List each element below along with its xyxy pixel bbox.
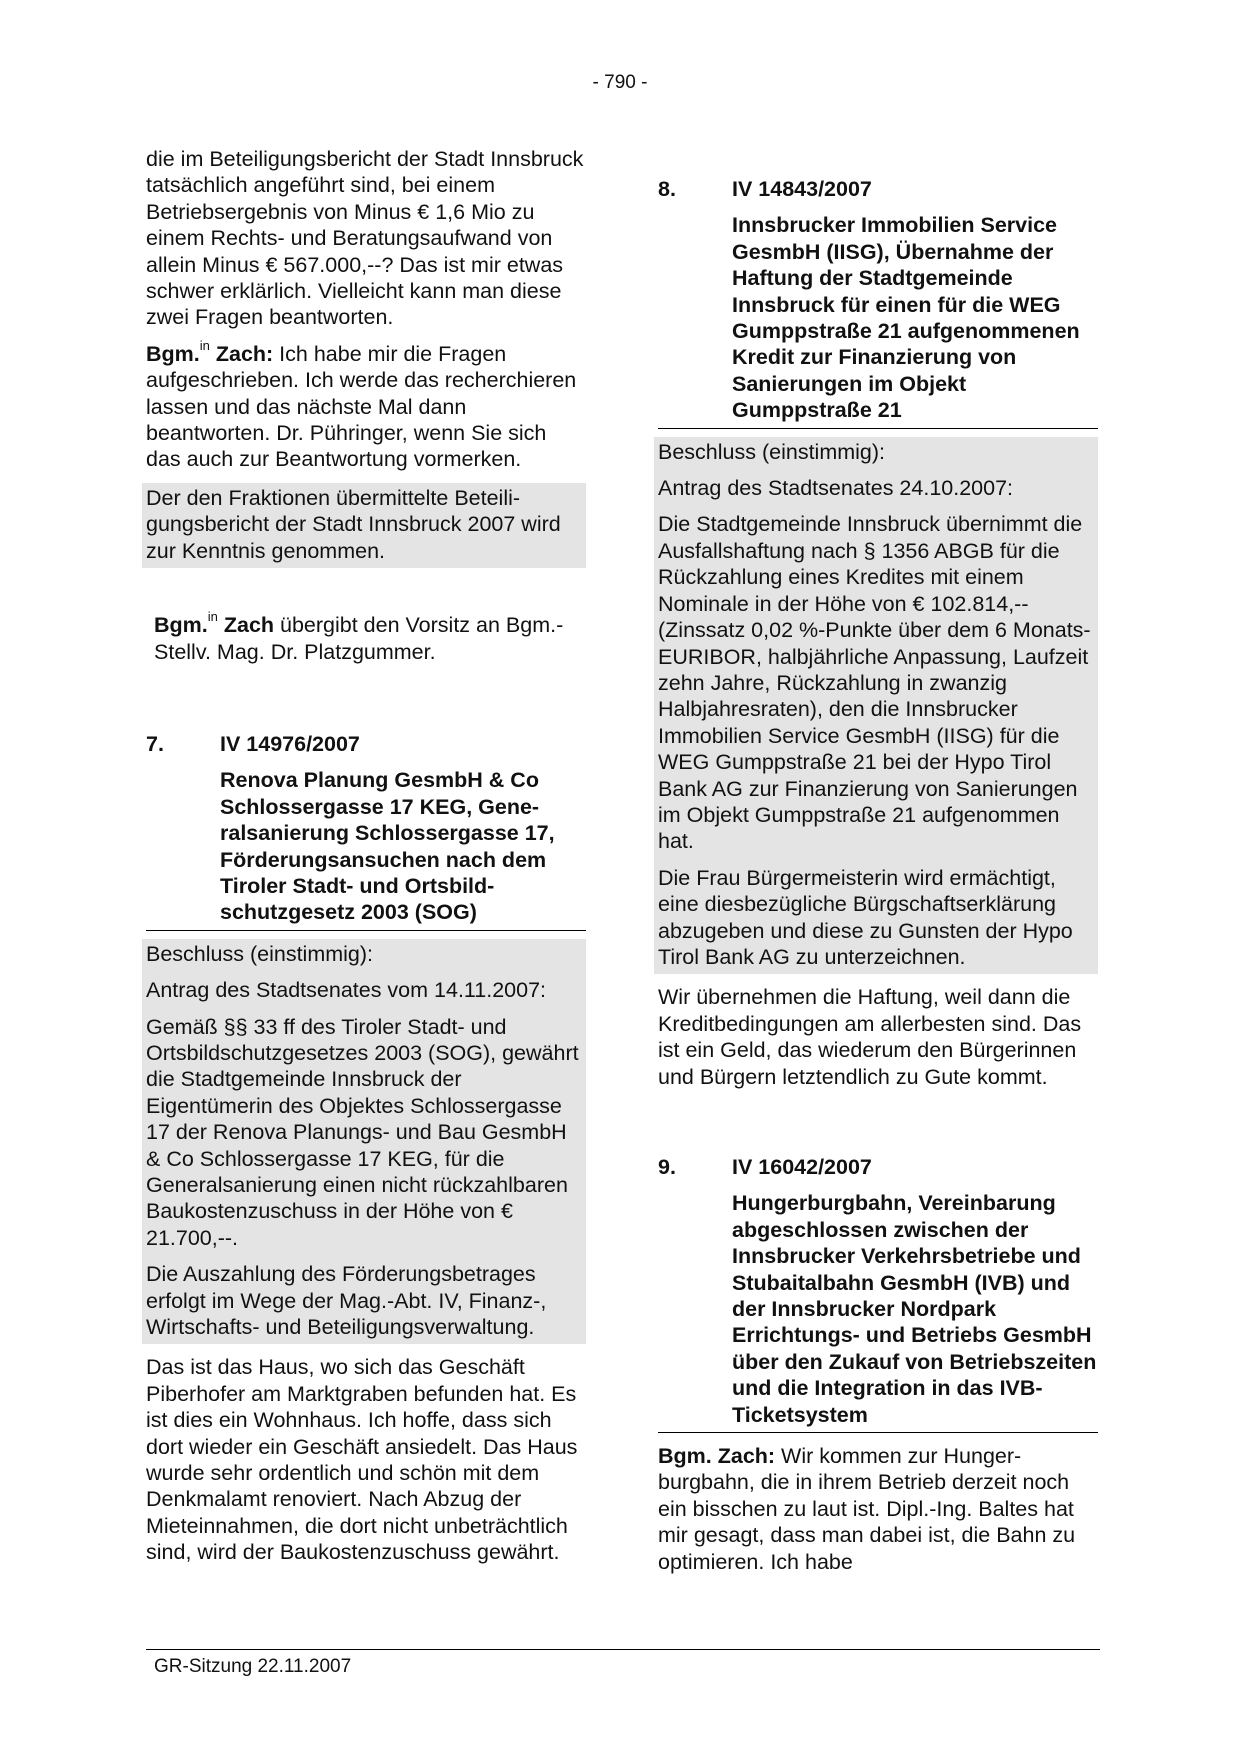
speaker-name: Bgm. Zach:: [658, 1444, 776, 1469]
agenda-item-code: IV 14976/2007: [220, 731, 360, 756]
agenda-item-header: [658, 176, 1098, 202]
resolution-text: Die Stadtgemeinde Innsbruck übernimmt die Ausfallshaftung nach § 1356 ABGB für die Rückzahlung eines Kredites mit einem Nominale in der Höhe von € 102.814,-- (Zinssatz 0,02 %-Punkte über dem 6 Monats-EURIBOR, halbjährliche Anpassung, Laufzeit zehn Jahre, Rückzahlung in zwanzig Halbjahresraten), den die Innsbrucker Immobilien Service GesmbH (IISG) für die WEG Gumppstraße 21 bei der Hypo Tirol Bank AG zur Finanzierung von Sanierungen im Objekt Gumppstraße 21 aufgenommen hat.: [658, 512, 1091, 854]
agenda-item-8: [658, 176, 1098, 1090]
agenda-item-code: IV 14843/2007: [732, 177, 872, 201]
footer-divider: [146, 1649, 1100, 1650]
agenda-item-title: Innsbrucker Immobilien Service GesmbH (IISG), Übernahme der Haftung der Stadtgemeinde Innsbruck für einen für die WEG Gumppstraße 21 aufgenommenen Kredit zur Finanzierung von Sanierungen im Objekt Gumppstraße 21: [658, 212, 1098, 428]
speaker-title: Bgm.: [146, 341, 200, 366]
agenda-item-header: [146, 731, 586, 757]
speaker-title: Bgm.: [154, 613, 208, 638]
resolution-text: Gemäß §§ 33 ff des Tiroler Stadt- und Ortsbildschutzgesetzes 2003 (SOG), gewährt die Stadtgemeinde Innsbruck der Eigentümerin des Objektes Schlossergasse 17 der Renova Planungs- und Bau GesmbH & Co Schlossergasse 17 KEG, für die Generalsanierung einen nicht rückzahlbaren Baukostenzuschuss in der Höhe von € 21.700,--.: [146, 1014, 579, 1250]
agenda-item-number: 8.: [658, 177, 676, 201]
resolution-text: Die Frau Bürgermeisterin wird ermächtigt, eine diesbezügliche Bürgschaftserklärung abzugeben und diese zu Gunsten der Hypo Tirol Bank AG zu unterzeichnen.: [658, 865, 1073, 969]
resolution-block: [142, 939, 586, 1345]
resolution-text: Die Auszahlung des Förderungsbetrages erfolgt im Wege der Mag.-Abt. IV, Finanz-, Wirtschafts- und Beteiligungsverwaltung.: [146, 1262, 547, 1340]
agenda-item-number: 9.: [658, 1155, 676, 1179]
paragraph-zach-answer: [146, 337, 586, 473]
speaker-superscript: in: [199, 337, 210, 353]
agenda-item-header: [658, 1154, 1098, 1180]
agenda-item-9: [658, 1154, 1098, 1575]
motion-label: Antrag des Stadtsenates 24.10.2007:: [658, 476, 1014, 501]
resolution-label: Beschluss (einstimmig):: [146, 941, 373, 966]
resolution-label: Beschluss (einstimmig):: [658, 439, 885, 464]
left-column: [146, 146, 586, 1566]
footer-session-label: GR-Sitzung 22.11.2007: [154, 1656, 352, 1677]
agenda-item-title: Hungerburgbahn, Vereinbarung abgeschlossen zwischen der Innsbrucker Verkehrsbetriebe und Stubaitalbahn GesmbH (IVB) und der Innsbrucker Nordpark Errichtungs- und Betriebs GesmbH über den Zukauf von Betriebszeiten und die Integration in das IVB-Ticketsystem: [658, 1190, 1098, 1433]
paragraph-comment: Das ist das Haus, wo sich das Geschäft Piberhofer am Marktgraben befunden hat. Es ist dies ein Wohnhaus. Ich hoffe, dass sich dort wieder ein Geschäft ansiedelt. Das Haus wurde sehr ordentlich und schön mit dem Denkmalamt renoviert. Nach Abzug der Mieteinnahmen, die dort nicht unbeträchtlich sind, wird der Baukostenzuschuss gewährt.: [146, 1355, 578, 1565]
resolution-block: [654, 437, 1098, 975]
page-number: - 790 -: [592, 72, 648, 93]
speech-text: Ich habe mir die Fragen aufgeschrieben. Ich werde das recherchieren lassen und das nächste Mal dann beantworten. Dr. Pühringer, wenn Sie sich das auch zur Beantwortung vormerken.: [146, 341, 577, 472]
agenda-item-code: IV 16042/2007: [732, 1155, 872, 1179]
speech-text: Wir kommen zur Hungerburgbahn, die in ihrem Betrieb derzeit noch ein bisschen zu laut ist. Dipl.-Ing. Baltes hat mir gesagt, dass man dabei ist, die Bahn zu optimieren. Ich habe: [658, 1444, 1076, 1574]
paragraph-zach-hungerburgbahn: [658, 1443, 1098, 1575]
speaker-name: Zach:: [209, 341, 274, 366]
motion-label: Antrag des Stadtsenates vom 14.11.2007:: [146, 978, 547, 1003]
paragraph-question: die im Beteiligungsbericht der Stadt Innsbruck tatsächlich angeführt sind, bei einem Betriebsergebnis von Minus € 1,6 Mio zu einem Rechts- und Beratungsaufwand von allein Minus € 567.000,--? Das ist mir etwas schwer erklärlich. Vielleicht kann man diese zwei Fragen beantworten.: [146, 147, 584, 330]
agenda-item-7: [146, 731, 586, 1566]
handover-text: übergibt den Vorsitz an Bgm.-Stellv. Mag. Dr. Platzgummer.: [154, 613, 564, 664]
paragraph-chair-handover: [146, 608, 586, 665]
resolution-beteiligungsbericht: Der den Fraktionen übermittelte Beteiligungsbericht der Stadt Innsbruck 2007 wird zur Kenntnis genommen.: [142, 483, 586, 568]
right-column: [658, 146, 1098, 1575]
speaker-superscript: in: [207, 608, 218, 624]
speaker-name: Zach: [217, 613, 275, 638]
agenda-item-title: Renova Planung GesmbH & Co Schlossergasse 17 KEG, Generalsanierung Schlossergasse 17, Förderungsansuchen nach dem Tiroler Stadt- und Ortsbildschutzgesetz 2003 (SOG): [146, 767, 586, 930]
agenda-item-number: 7.: [146, 731, 164, 756]
paragraph-comment: Wir übernehmen die Haftung, weil dann die Kreditbedingungen am allerbesten sind. Das ist ein Geld, das wiederum den Bürgerinnen und Bürgern letztendlich zu Gute kommt.: [658, 985, 1082, 1089]
